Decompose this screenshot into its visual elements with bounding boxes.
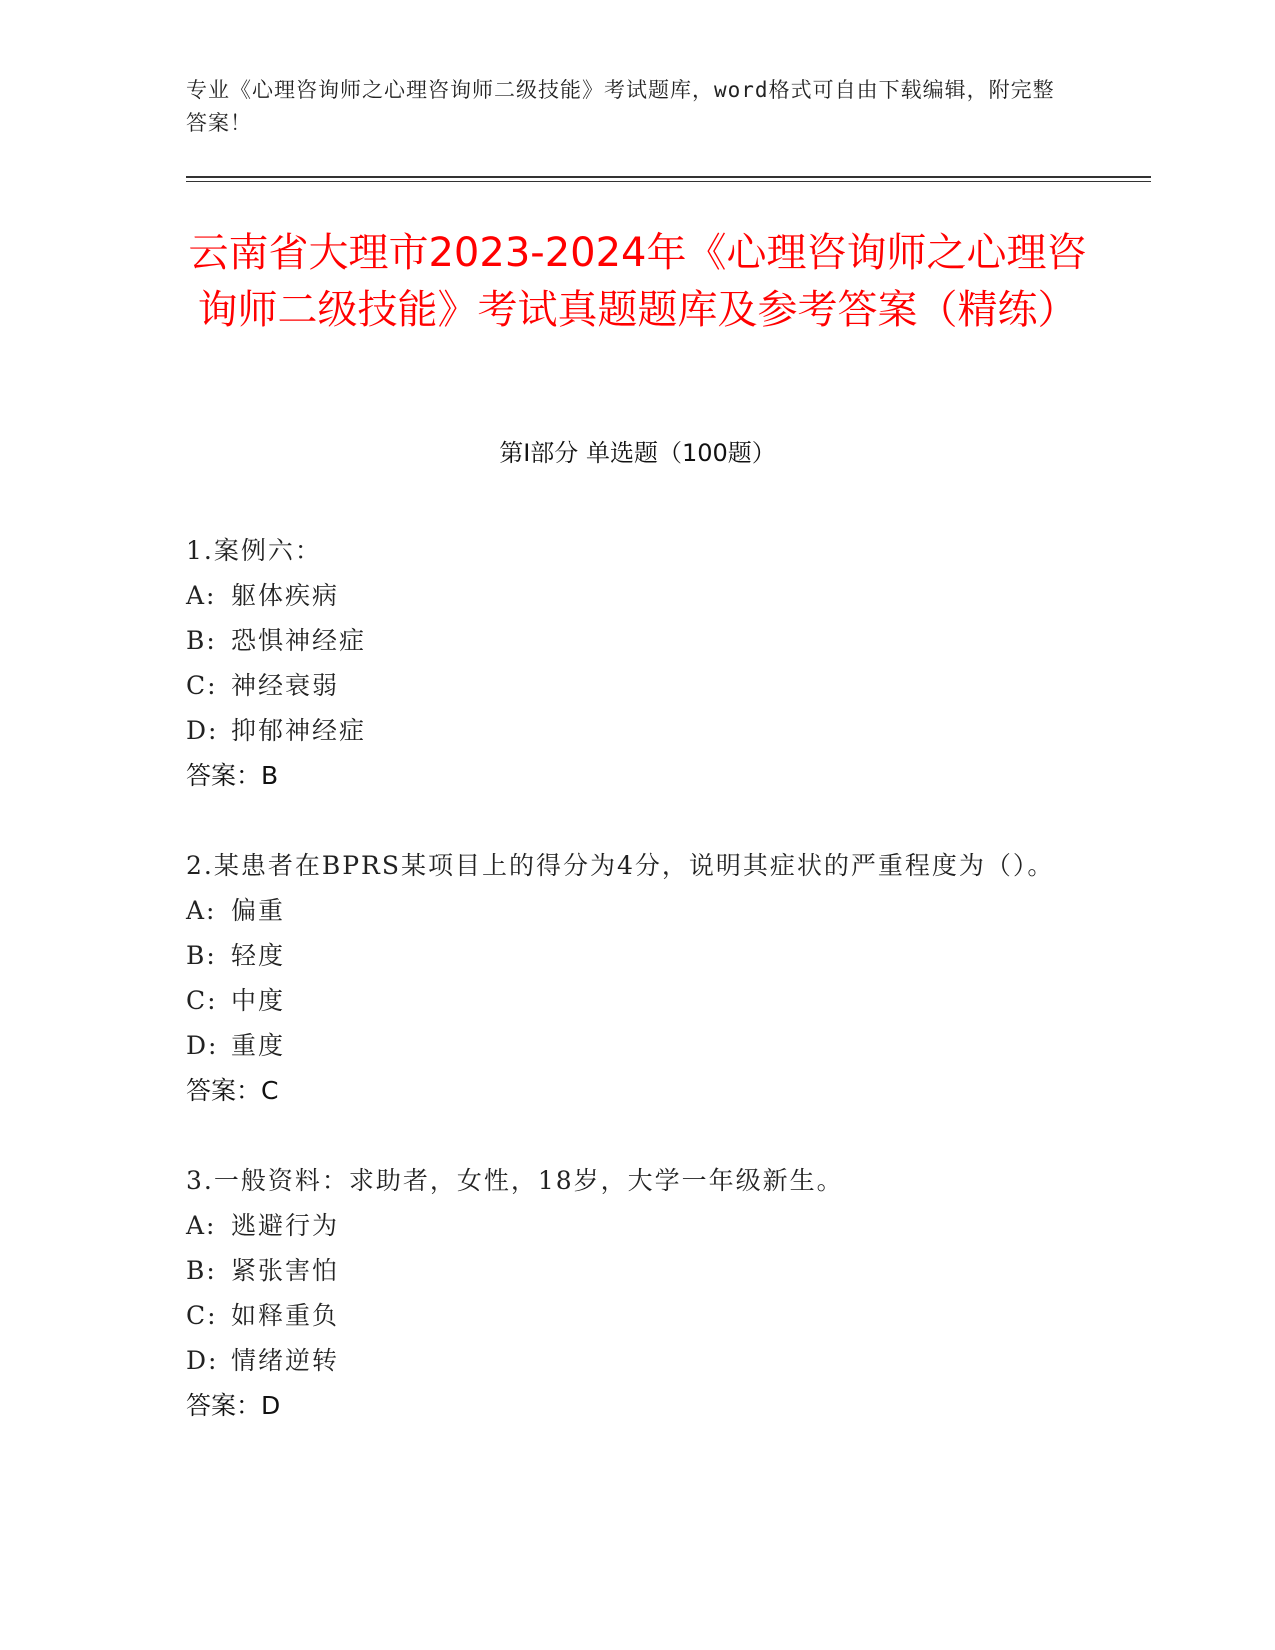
option-key: C: [186,1301,218,1330]
answer-line: 答案：C [186,1076,279,1105]
option-key: B: [186,626,217,655]
option-text: 如释重负 [231,1301,340,1330]
header-note: 专业《心理咨询师之心理咨询师二级技能》考试题库，word格式可自由下载编辑，附完整答案！ [186,78,1055,135]
option-text: 重度 [231,1031,286,1060]
option-key: C: [186,671,218,700]
question-stem: 2.某患者在BPRS某项目上的得分为4分，说明其症状的严重程度为（）。 [186,851,1055,880]
option-c [186,1293,1066,1338]
option-key: B: [186,941,217,970]
option-text: 神经衰弱 [231,671,340,700]
option-b [186,933,1066,978]
option-text: 抑郁神经症 [231,716,367,745]
header-divider-thin [186,181,1151,182]
option-text: 情绪逆转 [231,1346,340,1375]
option-a [186,888,1066,933]
option-text: 恐惧神经症 [231,626,367,655]
option-key: D: [186,716,219,745]
document-title: 云南省大理市2023-2024年《心理咨询师之心理咨询师二级技能》考试真题题库及参考答案（精练） [188,230,1087,333]
option-b [186,1248,1066,1293]
option-text: 偏重 [231,896,286,925]
option-key: D: [186,1346,219,1375]
answer-line: 答案：D [186,1391,281,1420]
question-item [186,528,1066,798]
option-a [186,1203,1066,1248]
option-text: 躯体疾病 [231,581,340,610]
question-item [186,1158,1066,1428]
option-text: 紧张害怕 [231,1256,340,1285]
option-text: 逃避行为 [231,1211,340,1240]
question-list [186,528,1066,1473]
option-b [186,618,1066,663]
question-stem: 3.一般资料：求助者，女性，18岁，大学一年级新生。 [186,1166,844,1195]
option-key: D: [186,1031,219,1060]
answer-line: 答案：B [186,761,279,790]
option-c [186,663,1066,708]
section-title: 第I部分 单选题（100题） [499,439,776,467]
header-divider-thick [186,176,1151,178]
option-key: A: [186,896,217,925]
option-text: 轻度 [231,941,286,970]
option-text: 中度 [231,986,286,1015]
option-key: C: [186,986,218,1015]
option-key: A: [186,1211,217,1240]
option-a [186,573,1066,618]
option-key: B: [186,1256,217,1285]
option-key: A: [186,581,217,610]
option-d [186,1023,1066,1068]
question-stem: 1.案例六： [186,536,322,565]
option-d [186,1338,1066,1383]
option-c [186,978,1066,1023]
option-d [186,708,1066,753]
question-item [186,843,1066,1113]
